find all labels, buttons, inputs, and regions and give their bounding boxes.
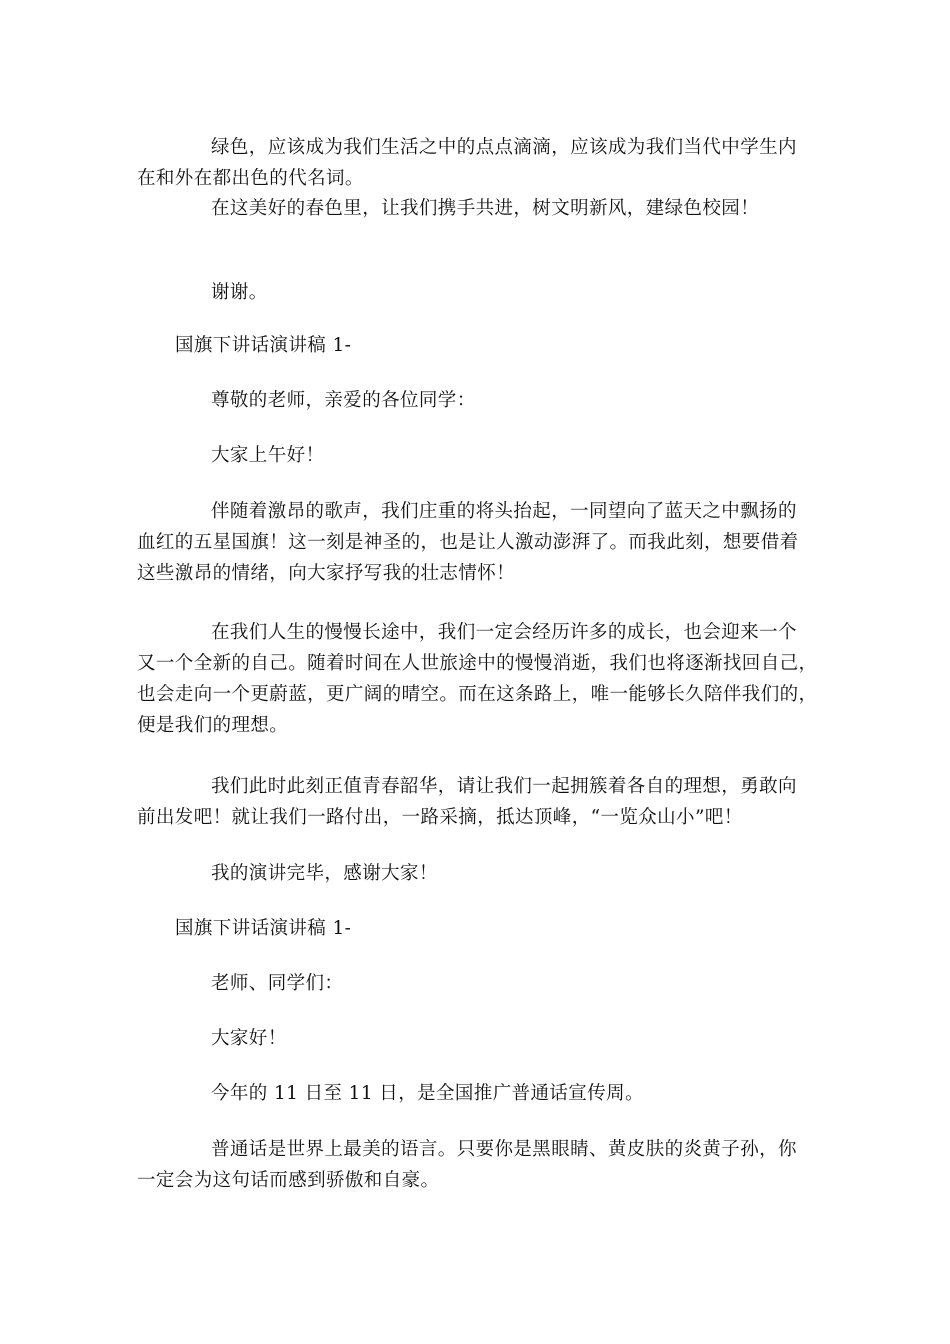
paragraph-life-journey (137, 617, 818, 741)
text-line: 我的演讲完毕，感谢大家！ (211, 863, 438, 884)
paragraph-youth (137, 771, 813, 833)
paragraph-putonghua-week (137, 1078, 813, 1109)
text-line: 大家好！ (211, 1028, 287, 1049)
paragraph-green-ending (137, 132, 813, 194)
paragraph-greeting (137, 385, 813, 416)
text-line: 普通话是世界上最美的语言。只要你是黑眼睛、黄皮肤的炎黄子孙，你 (211, 1139, 797, 1160)
paragraph-good-morning (137, 440, 813, 471)
text-line: 在和外在都出色的代名词。 (137, 168, 364, 189)
text-line: 伴随着激昂的歌声，我们庄重的将头抬起，一同望向了蓝天之中飘扬的 (211, 501, 797, 522)
text-line: 在这美好的春色里，让我们携手共进，树文明新风，建绿色校园！ (211, 198, 760, 219)
text-line: 老师、同学们： (211, 973, 344, 994)
text-line: 今年的 11 日至 11 日，是全国推广普通话宣传周。 (211, 1083, 644, 1104)
text-line: 一定会为这句话而感到骄傲和自豪。 (137, 1170, 440, 1191)
paragraph-hello (137, 1023, 813, 1054)
text-line: 在我们人生的慢慢长途中，我们一定会经历许多的成长，也会迎来一个 (211, 622, 797, 643)
paragraph-thanks (137, 277, 813, 308)
paragraph-speech-end (137, 858, 813, 889)
text-line: 谢谢。 (211, 282, 268, 303)
text-line: 前出发吧！就让我们一路付出，一路采摘，抵达顶峰，“一览众山小”吧！ (137, 807, 743, 828)
paragraph-greeting-2 (137, 968, 813, 999)
text-line: 又一个全新的自己。随着时间在人世旅途中的慢慢消逝，我们也将逐渐找回自己， (137, 653, 818, 674)
text-line: 便是我们的理想。 (137, 715, 289, 736)
paragraph-putonghua-beauty (137, 1134, 813, 1196)
text-line: 我们此时此刻正值青春韶华，请让我们一起拥簇着各自的理想，勇敢向 (211, 776, 797, 797)
paragraph-flag-song (137, 496, 813, 589)
text-line: 大家上午好！ (211, 445, 325, 466)
paragraph-spring-campus (137, 193, 813, 224)
section-heading: 国旗下讲话演讲稿 1- (175, 918, 352, 939)
text-line: 血红的五星国旗！这一刻是神圣的，也是让人激动澎湃了。而我此刻，想要借着 (137, 532, 799, 553)
text-line: 也会走向一个更蔚蓝，更广阔的晴空。而在这条路上，唯一能够长久陪伴我们的， (137, 684, 818, 705)
text-line: 这些激昂的情绪，向大家抒写我的壮志情怀！ (137, 563, 516, 584)
text-line: 尊敬的老师，亲爱的各位同学： (211, 390, 476, 411)
section-heading: 国旗下讲话演讲稿 1- (175, 335, 352, 356)
text-line: 绿色，应该成为我们生活之中的点点滴滴，应该成为我们当代中学生内 (211, 137, 797, 158)
